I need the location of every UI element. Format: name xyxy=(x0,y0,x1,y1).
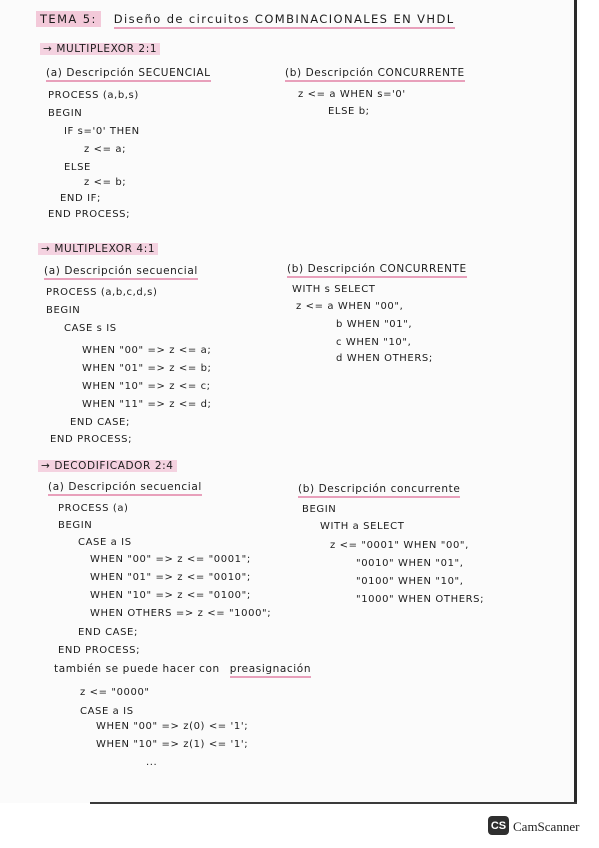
deco24-a-line-8: END CASE; xyxy=(78,627,138,638)
mux21-a-line-8: END PROCESS; xyxy=(48,209,131,220)
mux41-b-line-4: c WHEN "10", xyxy=(336,337,412,348)
deco24-b-line-2: WITH a SELECT xyxy=(320,521,405,532)
deco24-b-title: (b) Descripción concurrente xyxy=(298,484,460,495)
mux21-a-line-6: z <= b; xyxy=(84,177,127,188)
mux41-b-line-5: d WHEN OTHERS; xyxy=(336,353,433,364)
mux41-a-line-9: END PROCESS; xyxy=(50,434,133,445)
preasig-line-5: ... xyxy=(146,757,158,768)
preasig-line-2: CASE a IS xyxy=(80,706,134,717)
preasig-line-4: WHEN "10" => z(1) <= '1'; xyxy=(96,739,249,750)
deco24-b-line-4: "0010" WHEN "01", xyxy=(356,558,464,569)
deco24-heading: → DECODIFICADOR 2:4 xyxy=(38,461,177,472)
page-edge-bottom xyxy=(90,802,577,804)
mux41-a-line-3: CASE s IS xyxy=(64,323,117,334)
deco24-a-line-3: CASE a IS xyxy=(78,537,132,548)
mux21-a-line-4: z <= a; xyxy=(84,144,127,155)
deco24-a-line-9: END PROCESS; xyxy=(58,645,141,656)
mux41-a-line-5: WHEN "01" => z <= b; xyxy=(82,363,212,374)
deco24-a-line-5: WHEN "01" => z <= "0010"; xyxy=(90,572,251,583)
mux41-heading: → MULTIPLEXOR 4:1 xyxy=(38,244,158,255)
page-title xyxy=(36,14,455,26)
mux41-b-title: (b) Descripción CONCURRENTE xyxy=(287,264,467,275)
mux41-b-line-3: b WHEN "01", xyxy=(336,319,413,330)
mux41-a-line-2: BEGIN xyxy=(46,305,81,316)
mux21-a-line-3: IF s='0' THEN xyxy=(64,126,140,137)
mux21-a-line-7: END IF; xyxy=(60,193,101,204)
deco24-a-line-1: PROCESS (a) xyxy=(58,503,129,514)
deco24-a-line-4: WHEN "00" => z <= "0001"; xyxy=(90,554,251,565)
mux41-a-title: (a) Descripción secuencial xyxy=(44,266,198,277)
tema-titulo: Diseño de circuitos COMBINACIONALES EN VHDL xyxy=(114,12,455,29)
deco24-a-line-7: WHEN OTHERS => z <= "1000"; xyxy=(90,608,272,619)
mux41-a-line-8: END CASE; xyxy=(70,417,130,428)
deco24-b-line-6: "1000" WHEN OTHERS; xyxy=(356,594,485,605)
deco24-b-line-5: "0100" WHEN "10", xyxy=(356,576,464,587)
mux41-a-line-1: PROCESS (a,b,c,d,s) xyxy=(46,287,158,298)
preasig-intro: también se puede hacer con preasignación xyxy=(54,664,311,675)
mux21-heading: → MULTIPLEXOR 2:1 xyxy=(40,44,160,55)
deco24-b-line-1: BEGIN xyxy=(302,504,337,515)
camscanner-label: CamScanner xyxy=(513,819,580,834)
deco24-a-line-2: BEGIN xyxy=(58,520,93,531)
mux21-a-line-5: ELSE xyxy=(64,162,91,173)
camscanner-logo-icon: CS xyxy=(488,816,509,835)
page-edge-right xyxy=(574,0,577,803)
mux21-b-line-1: z <= a WHEN s='0' xyxy=(298,89,406,100)
mux41-a-line-6: WHEN "10" => z <= c; xyxy=(82,381,211,392)
preasig-line-3: WHEN "00" => z(0) <= '1'; xyxy=(96,721,249,732)
mux21-b-title: (b) Descripción CONCURRENTE xyxy=(285,68,465,79)
mux41-b-line-1: WITH s SELECT xyxy=(292,284,376,295)
mux41-a-line-7: WHEN "11" => z <= d; xyxy=(82,399,212,410)
mux21-b-line-2: ELSE b; xyxy=(328,106,370,117)
mux41-b-line-2: z <= a WHEN "00", xyxy=(296,301,404,312)
deco24-a-title: (a) Descripción secuencial xyxy=(48,482,202,493)
mux21-a-line-2: BEGIN xyxy=(48,108,83,119)
mux21-a-line-1: PROCESS (a,b,s) xyxy=(48,90,139,101)
preasig-line-1: z <= "0000" xyxy=(80,687,150,698)
tema-label: TEMA 5: xyxy=(36,11,101,27)
deco24-a-line-6: WHEN "10" => z <= "0100"; xyxy=(90,590,251,601)
deco24-b-line-3: z <= "0001" WHEN "00", xyxy=(330,540,469,551)
mux21-a-title: (a) Descripción SECUENCIAL xyxy=(46,68,211,79)
mux41-a-line-4: WHEN "00" => z <= a; xyxy=(82,345,212,356)
